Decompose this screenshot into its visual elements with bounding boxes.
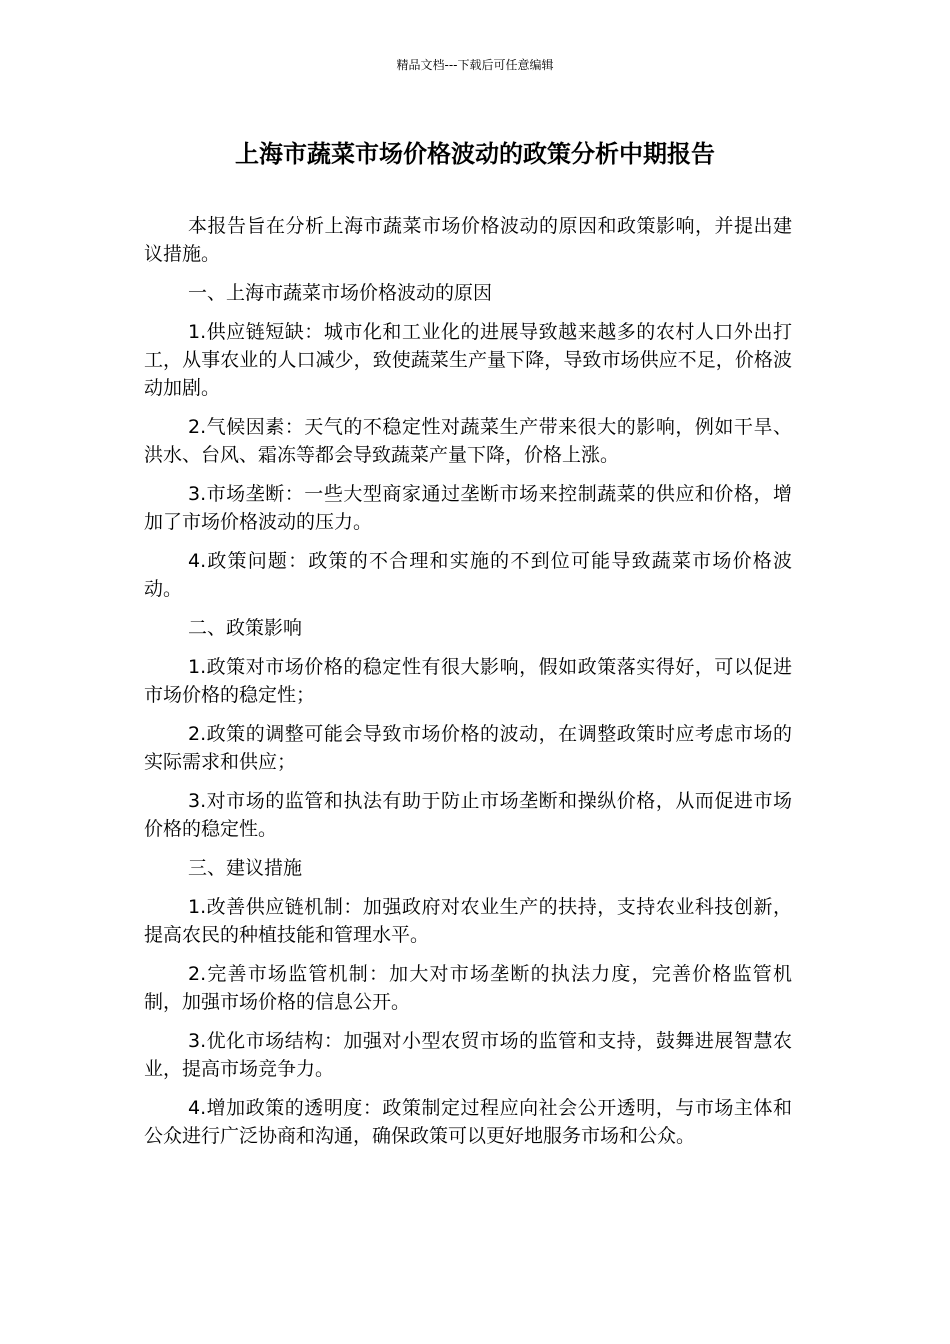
- impact-item-supervision: 3.对市场的监管和执法有助于防止市场垄断和操纵价格，从而促进市场价格的稳定性。: [144, 790, 792, 840]
- cause-item-climate: 2.气候因素：天气的不稳定性对蔬菜生产带来很大的影响，例如干旱、洪水、台风、霜冻等都会导致蔬菜产量下降，价格上涨。: [144, 416, 792, 466]
- recommendation-item-transparency: 4.增加政策的透明度：政策制定过程应向社会公开透明，与市场主体和公众进行广泛协商和沟通，确保政策可以更好地服务市场和公众。: [144, 1097, 792, 1147]
- recommendation-item-supply-chain: 1.改善供应链机制：加强政府对农业生产的扶持，支持农业科技创新，提高农民的种植技能和管理水平。: [144, 896, 792, 946]
- impact-item-stability: 1.政策对市场价格的稳定性有很大影响，假如政策落实得好，可以促进市场价格的稳定性；: [144, 656, 792, 706]
- impact-item-adjustment: 2.政策的调整可能会导致市场价格的波动，在调整政策时应考虑市场的实际需求和供应；: [144, 723, 792, 773]
- cause-item-supply-chain: 1.供应链短缺：城市化和工业化的进展导致越来越多的农村人口外出打工，从事农业的人口减少，致使蔬菜生产量下降，导致市场供应不足，价格波动加剧。: [144, 321, 792, 399]
- document-title: 上海市蔬菜市场价格波动的政策分析中期报告: [235, 140, 715, 168]
- cause-item-monopoly: 3.市场垄断：一些大型商家通过垄断市场来控制蔬菜的供应和价格，增加了市场价格波动的压力。: [144, 483, 792, 533]
- intro-paragraph: 本报告旨在分析上海市蔬菜市场价格波动的原因和政策影响，并提出建议措施。: [144, 215, 792, 265]
- document-body: [144, 212, 792, 1161]
- section-heading-recommendations: 三、建议措施: [188, 857, 303, 879]
- header-note: 精品文档---下载后可任意编辑: [396, 58, 554, 72]
- section-heading-impact: 二、政策影响: [188, 617, 303, 639]
- recommendation-item-supervision: 2.完善市场监管机制：加大对市场垄断的执法力度，完善价格监管机制，加强市场价格的信息公开。: [144, 963, 792, 1013]
- recommendation-item-market-structure: 3.优化市场结构：加强对小型农贸市场的监管和支持，鼓舞进展智慧农业，提高市场竞争力。: [144, 1030, 792, 1080]
- section-heading-causes: 一、上海市蔬菜市场价格波动的原因: [188, 282, 493, 304]
- cause-item-policy: 4.政策问题：政策的不合理和实施的不到位可能导致蔬菜市场价格波动。: [144, 550, 792, 600]
